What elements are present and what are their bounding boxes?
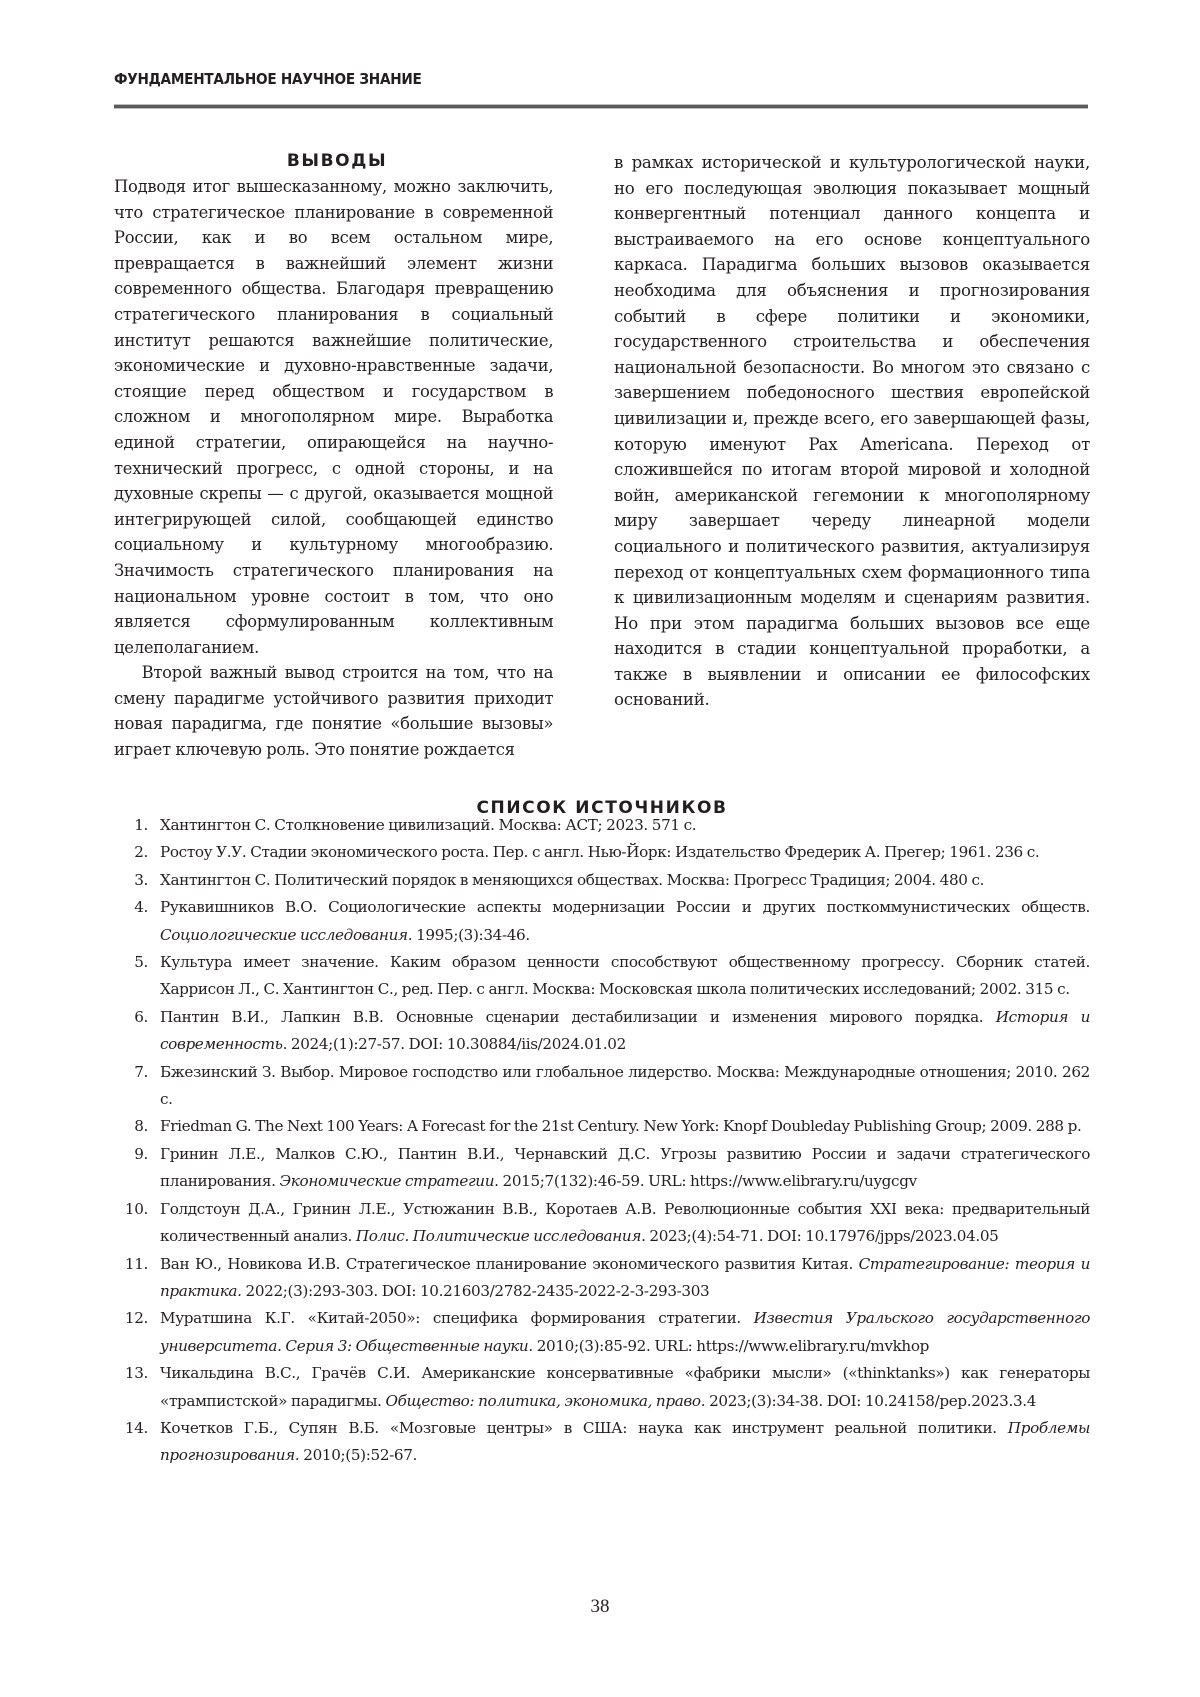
reference-number: 10. xyxy=(124,1199,148,1218)
reference-text: Ростоу У.У. Стадии экономического роста. Пер. с англ. Нью-Йорк: Издательство Фредерик А. Прегер; 1961. 236 с. xyxy=(160,843,1040,862)
reference-number: 2. xyxy=(134,843,148,862)
reference-source-title: Известия Уральского государственного университета. Серия 3: Общественные науки. xyxy=(160,1309,1090,1355)
two-column-body xyxy=(114,150,1090,763)
reference-details: 2010;(3):85-92. URL: https://www.elibrary.ru/mvkhop xyxy=(532,1336,930,1355)
reference-text: Рукавишников В.О. Социологические аспекты модернизации России и других посткоммунистических обществ. xyxy=(160,898,1090,917)
reference-source-title: Полис. Политические исследования xyxy=(355,1227,642,1246)
reference-item xyxy=(114,839,1090,866)
reference-number: 12. xyxy=(124,1309,148,1328)
reference-text: Муратшина К.Г. «Китай-2050»: специфика формирования стратегии. xyxy=(160,1309,754,1328)
conclusions-heading: ВЫВОДЫ xyxy=(286,151,388,171)
reference-details: . 2015;7(132):46-59. URL: https://www.elibrary.ru/uygcgv xyxy=(494,1172,917,1191)
reference-source-title: История и современность xyxy=(160,1007,1091,1054)
references-heading: СПИСОК ИСТОЧНИКОВ xyxy=(476,798,728,819)
reference-number: 13. xyxy=(124,1364,148,1383)
reference-text: Friedman G. The Next 100 Years: A Forecast for the 21st Century. New York: Knopf Doubleday Publishing Group; 2009. 288 p. xyxy=(160,1117,1082,1136)
reference-details: 1995;(3):34-46. xyxy=(412,925,530,944)
page-number: 38 xyxy=(590,1596,610,1617)
reference-item xyxy=(114,1004,1090,1059)
reference-item xyxy=(114,894,1090,949)
reference-number: 4. xyxy=(134,898,148,917)
reference-details: 2010;(5):52-67. xyxy=(299,1446,418,1465)
reference-item xyxy=(114,812,1090,839)
reference-number: 8. xyxy=(134,1117,148,1136)
header-divider xyxy=(114,104,1088,109)
reference-item xyxy=(114,1113,1090,1140)
right-column xyxy=(614,150,1090,763)
reference-item xyxy=(114,1251,1090,1306)
reference-text: Голдстоун Д.А., Гринин Л.Е., Устюжанин В.В., Коротаев А.В. Революционные события XXI века: предварительный количественный анализ. xyxy=(160,1199,1090,1246)
reference-text: Пантин В.И., Лапкин В.В. Основные сценарии дестабилизации и изменения мирового порядка. xyxy=(160,1007,996,1026)
reference-source-title: Проблемы прогнозирования. xyxy=(160,1418,1090,1465)
reference-item xyxy=(114,949,1090,1004)
conclusions-paragraph-1: Подводя итог вышесказанному, можно заключить, что стратегическое планирование в современной России, как и во всем остальном мире, превращается в важнейший элемент жизни современного общества. Благодаря превращению стратегического планирования в социальный институт решаются важнейшие политические, экономические и духовно-нравственные задачи, стоящие перед обществом и государством в сложном и многополярном мире. Выработка единой стратегии, опирающейся на научно-технический прогресс, с одной стороны, и на духовные скрепы — с другой, оказывается мощной интегрирующей силой, сообщающей единство социальному и культурному многообразию. Значимость стратегического планирования на национальном уровне состоит в том, что оно является сформулированным коллективным целеполаганием. xyxy=(114,177,554,657)
reference-source-title: Экономические стратегии xyxy=(279,1172,495,1191)
reference-number: 7. xyxy=(134,1062,148,1081)
reference-text: Хантингтон С. Столкновение цивилизаций. Москва: АСТ; 2023. 571 с. xyxy=(160,816,697,834)
reference-details: . 2024;(1):27-57. DOI: 10.30884/iis/2024.01.02 xyxy=(282,1035,626,1054)
reference-item xyxy=(114,1360,1090,1415)
references-list xyxy=(114,812,1090,1470)
reference-text: Кочетков Г.Б., Супян В.Б. «Мозговые центры» в США: наука как инструмент реальной политики. xyxy=(160,1418,1008,1437)
reference-number: 9. xyxy=(134,1144,148,1163)
left-column xyxy=(114,150,560,763)
running-head-title: ФУНДАМЕНТАЛЬНОЕ НАУЧНОЕ ЗНАНИЕ xyxy=(114,70,422,88)
reference-details: 2022;(3):293-303. DOI: 10.21603/2782-2435-2022-2-3-293-303 xyxy=(241,1281,710,1300)
reference-details: . 2023;(4):54-71. DOI: 10.17976/jpps/2023.04.05 xyxy=(641,1227,999,1246)
reference-source-title: Стратегирование: теория и практика. xyxy=(160,1254,1091,1300)
reference-number: 1. xyxy=(134,816,148,834)
reference-text: Бжезинский З. Выбор. Мировое господство или глобальное лидерство. Москва: Международные отношения; 2010. 262 с. xyxy=(160,1062,1090,1109)
reference-item xyxy=(114,1415,1090,1470)
reference-source-title: Социологические исследования. xyxy=(160,925,413,944)
reference-number: 14. xyxy=(124,1418,148,1437)
reference-item xyxy=(114,1196,1090,1251)
reference-text: Культура имеет значение. Каким образом ценности способствуют общественному прогрессу. Сборник статей. Харрисон Л., С. Хантингтон С., ред. Пер. с англ. Москва: Московская школа политических исследований; 2002. 315 с. xyxy=(160,953,1090,999)
reference-text: Чикальдина В.С., Грачёв С.И. Американские консервативные «фабрики мысли» («thinktanks») как генераторы «трампистской» парадигмы. xyxy=(160,1364,1090,1410)
reference-item xyxy=(114,867,1090,894)
reference-details: 2023;(3):34-38. DOI: 10.24158/pep.2023.3.4 xyxy=(705,1391,1037,1410)
reference-text: Ван Ю., Новикова И.В. Стратегическое планирование экономического развития Китая. xyxy=(160,1254,859,1273)
reference-number: 3. xyxy=(134,870,148,889)
reference-item xyxy=(114,1141,1090,1196)
reference-source-title: Общество: политика, экономика, право. xyxy=(385,1391,706,1410)
reference-text: Хантингтон С. Политический порядок в меняющихся обществах. Москва: Прогресс Традиция; 2004. 480 с. xyxy=(160,870,985,889)
reference-item xyxy=(114,1305,1090,1360)
reference-number: 6. xyxy=(134,1007,148,1026)
reference-number: 5. xyxy=(134,953,148,972)
conclusions-paragraph-2-continued: в рамках исторической и культурологической науки, но его последующая эволюция показывает мощный конвергентный потенциал данного концепта и выстраиваемого на его основе концептуального каркаса. Парадигма больших вызовов оказывается необходима для объяснения и прогнозирования событий в сфере политики и экономики, государственного строительства и обеспечения национальной безопасности. Во многом это связано с завершением победоносного шествия европейской цивилизации и, прежде всего, его завершающей фазы, которую именуют Pax Americana. Переход от сложившейся по итогам второй мировой и холодной войн, американской гегемонии к многополярному миру завершает череду линеарной модели социального и политического развития, актуализируя переход от концептуальных схем формационного типа к цивилизационным моделям и сценариям развития. Но при этом парадигма больших вызовов все еще находится в стадии концептуальной проработки, а также в выявлении и описании ее философских оснований. xyxy=(614,153,1090,710)
reference-number: 11. xyxy=(124,1254,148,1273)
reference-text: Гринин Л.Е., Малков С.Ю., Пантин В.И., Чернавский Д.С. Угрозы развитию России и задачи стратегического планирования. xyxy=(160,1144,1090,1191)
reference-item xyxy=(114,1059,1090,1114)
conclusions-paragraph-2-start: Второй важный вывод строится на том, что на смену парадигме устойчивого развития приходит новая парадигма, где понятие «большие вызовы» играет ключевую роль. Это понятие рождается xyxy=(114,663,554,760)
